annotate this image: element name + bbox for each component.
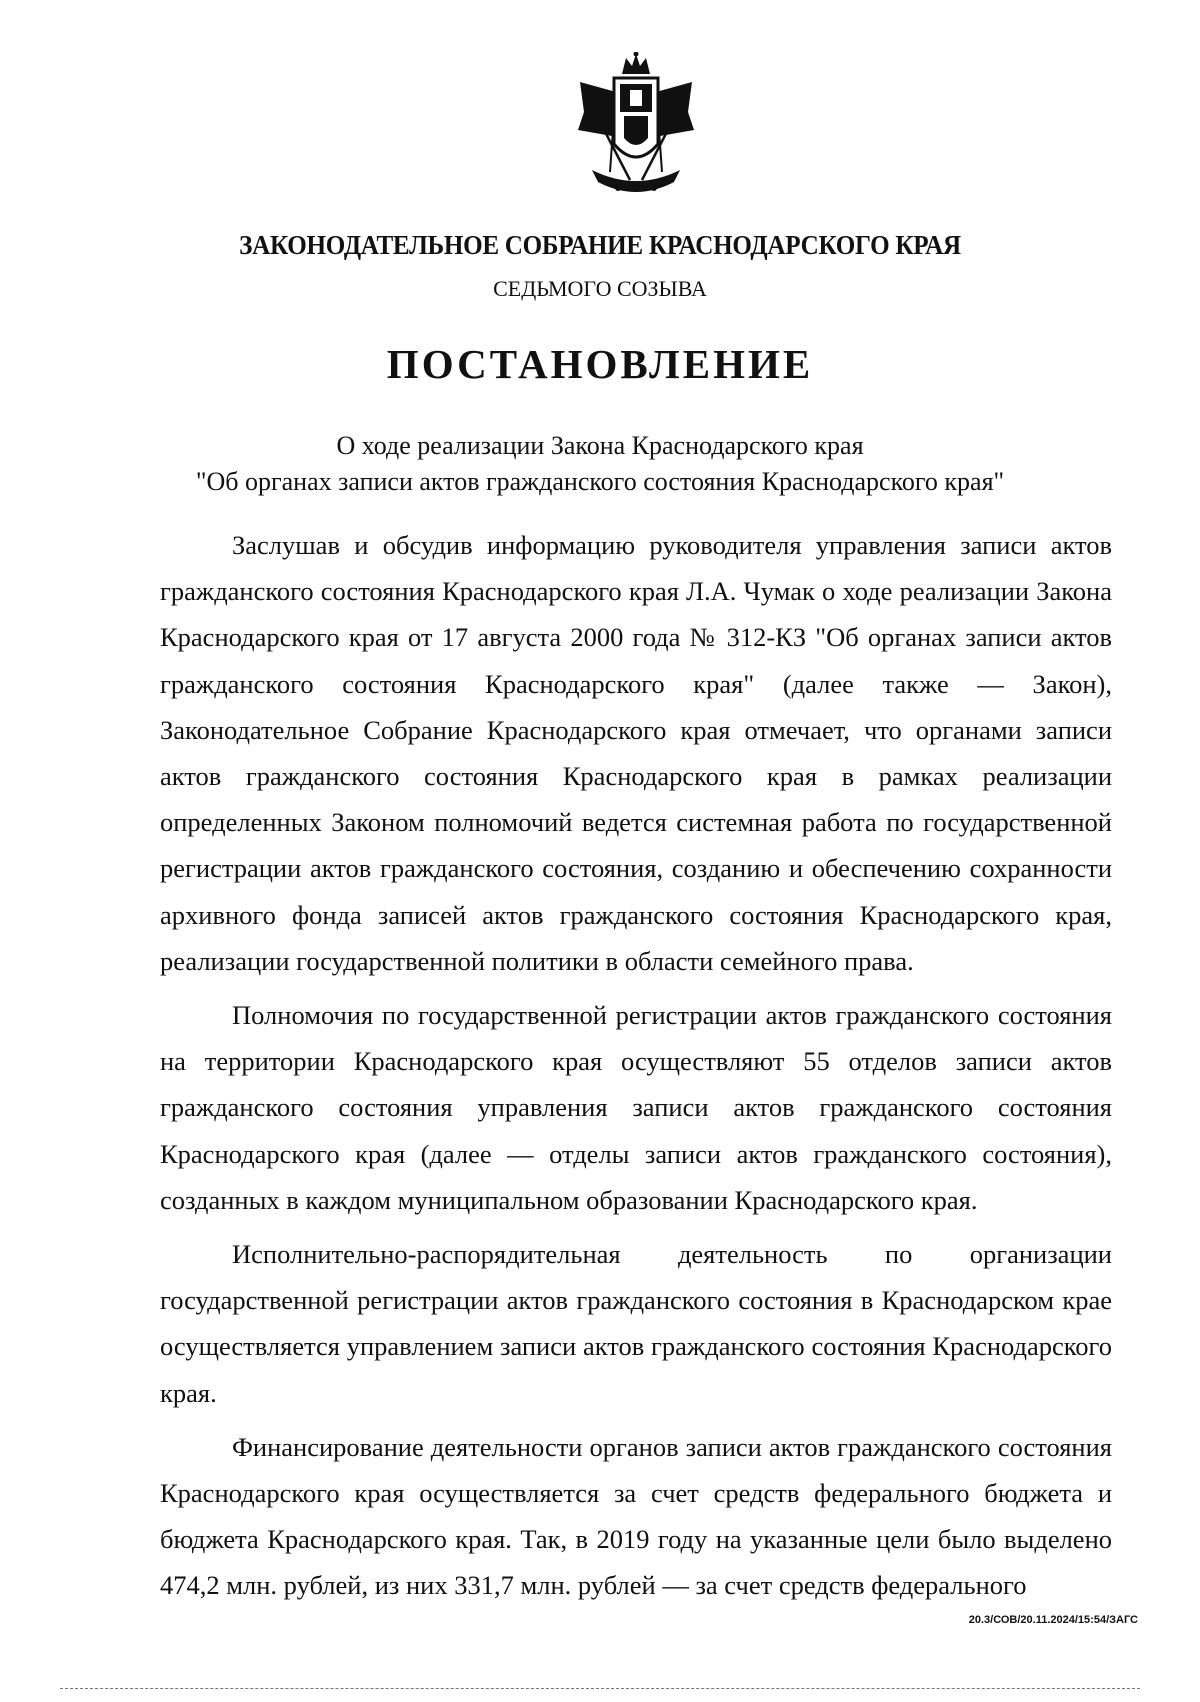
page-bottom-divider bbox=[60, 1688, 1140, 1689]
subject-line-1: О ходе реализации Закона Краснодарского края bbox=[336, 431, 864, 460]
document-body bbox=[160, 522, 1112, 1609]
paragraph-4: Финансирование деятельности органов записи актов гражданского состояния Краснодарского края осуществляется за счет средств федерального бюджета и бюджета Краснодарского края. Так, в 2019 году на указанные цели было выделено 474,2 млн. рублей, из них 331,7 млн. рублей — за счет средств федерального bbox=[160, 1431, 1112, 1601]
organization-title: ЗАКОНОДАТЕЛЬНОЕ СОБРАНИЕ КРАСНОДАРСКОГО КРАЯ bbox=[239, 230, 961, 260]
paragraph-1: Заслушав и обсудив информацию руководителя управления записи актов гражданского состояния Краснодарского края Л.А. Чумак о ходе реализации Закона Краснодарского края от 17 августа 2000 года № 312-КЗ "Об органах записи актов гражданского состояния Краснодарского края" (далее также — Закон), Законодательное Собрание Краснодарского края отмечает, что органами записи актов гражданского состояния Краснодарского края в рамках реализации определенных Законом полномочий ведется системная работа по государственной регистрации актов гражданского состояния, созданию и обеспечению сохранности архивного фонда записей актов гражданского состояния Краснодарского края, реализации государственной политики в области семейного права. bbox=[160, 530, 1112, 976]
paragraph-3: Исполнительно-распорядительная деятельность по организации государственной регистрации актов гражданского состояния в Краснодарском крае осуществляется управлением записи актов гражданского состояния Краснодарского края. bbox=[160, 1239, 1112, 1408]
coat-of-arms-icon bbox=[570, 52, 702, 202]
document-subject bbox=[0, 428, 1200, 500]
subject-line-2: "Об органах записи актов гражданского состояния Краснодарского края" bbox=[195, 467, 1005, 496]
convocation-subtitle: СЕДЬМОГО СОЗЫВА bbox=[493, 276, 707, 301]
document-registration-code: 20.3/СОВ/20.11.2024/15:54/ЗАГС bbox=[968, 1614, 1138, 1626]
paragraph-2: Полномочия по государственной регистрации актов гражданского состояния на территории Краснодарского края осуществляют 55 отделов записи актов гражданского состояния управления записи актов гражданского состояния Краснодарского края (далее — отделы записи актов гражданского состояния), созданных в каждом муниципальном образовании Краснодарского края. bbox=[160, 1000, 1112, 1215]
document-type-title: ПОСТАНОВЛЕНИЕ bbox=[386, 341, 814, 387]
